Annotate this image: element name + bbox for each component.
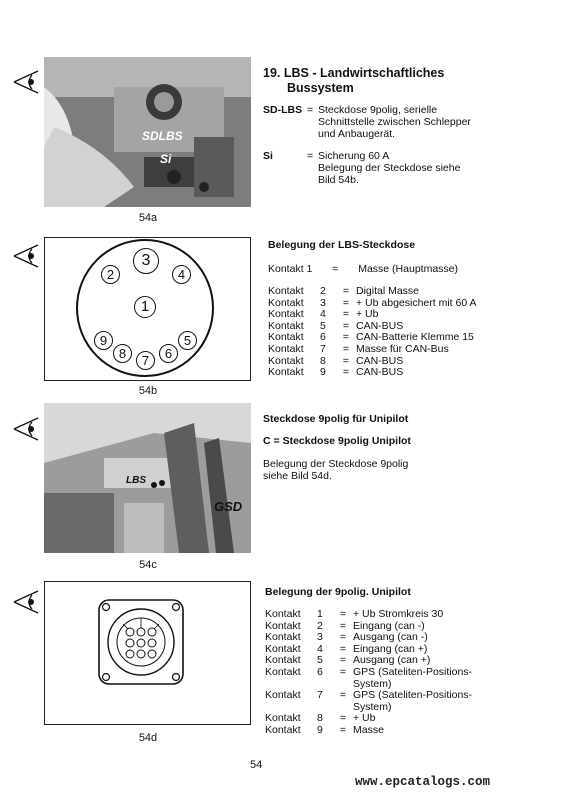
contact-equals: = — [339, 608, 347, 620]
contact-label: Kontakt — [265, 712, 301, 725]
contact-equals: = — [339, 642, 347, 655]
contact-label: Kontakt — [268, 366, 304, 379]
definition-term: Si — [263, 150, 273, 162]
contact-value — [353, 690, 472, 713]
pin-7: 7 — [136, 351, 155, 370]
definition-term: SD-LBS — [263, 104, 303, 116]
table-row — [265, 609, 472, 621]
definition-text — [318, 104, 471, 140]
contact-label: Kontakt — [268, 354, 304, 367]
table-row — [265, 725, 472, 737]
pin-6: 6 — [159, 344, 178, 363]
contact-label: Kontakt — [268, 319, 304, 332]
pin-5: 5 — [178, 331, 197, 350]
contact-equals: = — [339, 654, 347, 667]
contact-number: 7 — [320, 342, 326, 355]
contact-number: 6 — [320, 331, 326, 344]
definition-equals: = — [307, 104, 314, 116]
contact-value: Eingang (can -) — [353, 619, 425, 632]
contact-label: Kontakt — [268, 342, 304, 355]
table-row — [268, 367, 477, 379]
section-title-line1: LBS - Landwirtschaftliches — [283, 66, 445, 80]
contact-number: 6 — [317, 665, 323, 678]
contact-label: Kontakt — [265, 654, 301, 667]
contact-label: Kontakt — [268, 296, 304, 309]
contact-label: Kontakt — [265, 723, 301, 736]
unipilot-table-title: Belegung der 9polig. Unipilot — [265, 586, 411, 598]
contact-number: 4 — [317, 642, 323, 655]
contact-value-line: System) — [353, 700, 392, 713]
figure-54d-diagram — [44, 581, 251, 725]
contact-value — [353, 667, 472, 690]
contact-number: 2 — [320, 285, 326, 297]
figure-caption: 54b — [138, 385, 158, 397]
eye-view-icon — [12, 240, 44, 272]
contact-label: Kontakt — [268, 285, 304, 297]
figure-caption: 54a — [138, 212, 158, 224]
contact-value: Ausgang (can +) — [353, 654, 431, 667]
definition-text: Steckdose 9polig Unipilot — [282, 435, 411, 447]
contact-equals: = — [339, 619, 347, 632]
definition-line: und Anbaugerät. — [318, 128, 396, 140]
eye-view-icon — [12, 586, 44, 618]
lbs-table-title: Belegung der LBS-Steckdose — [268, 239, 416, 251]
label-gsd: GSD — [214, 499, 243, 514]
contact-equals: = — [342, 319, 350, 332]
section-number: 19. — [263, 66, 281, 80]
table-row — [268, 286, 477, 298]
contact-number: 3 — [317, 631, 323, 644]
contact-equals: = — [332, 263, 339, 275]
figure-54a-photo — [44, 57, 251, 207]
definition-term: C — [263, 435, 271, 447]
contact-value: CAN-BUS — [356, 354, 404, 367]
contact-number: 7 — [317, 689, 323, 702]
contact-label: Kontakt — [268, 331, 304, 344]
contact-number: 2 — [317, 619, 323, 632]
figure-54c-photo — [44, 403, 251, 553]
contact-equals: = — [342, 354, 350, 367]
pin-1: 1 — [134, 296, 156, 318]
definition-text — [318, 150, 460, 186]
definition-line: Steckdose 9polig, serielle — [318, 104, 438, 116]
contact-equals: = — [339, 712, 347, 725]
unipilot-contact-table — [265, 609, 472, 737]
contact-label: Kontakt — [265, 642, 301, 655]
unipilot-title: Steckdose 9polig für Unipilot — [263, 413, 409, 425]
contact-equals: = — [342, 308, 350, 321]
contact-value: Masse (Hauptmasse) — [358, 263, 458, 275]
contact-number: 9 — [320, 366, 326, 379]
contact-value: CAN-BUS — [356, 319, 404, 332]
note-line: siehe Bild 54d. — [263, 470, 332, 482]
contact-number: 3 — [320, 296, 326, 309]
contact-label: Kontakt 1 — [268, 263, 313, 275]
contact-number: 1 — [317, 608, 323, 620]
note-line: Belegung der Steckdose 9polig — [263, 458, 409, 470]
contact-equals: = — [339, 665, 347, 678]
intro-definitions — [263, 104, 553, 188]
contact-number: 5 — [317, 654, 323, 667]
figure-caption: 54c — [139, 559, 157, 571]
contact-value-line: GPS (Sateliten-Positions- — [353, 665, 473, 678]
contact-equals: = — [339, 723, 347, 736]
contact-value-line: System) — [353, 677, 392, 690]
contact-value: Eingang (can +) — [353, 642, 428, 655]
cab-interior-photo — [44, 403, 251, 553]
contact-value: CAN-Batterie Klemme 15 — [356, 331, 474, 344]
contact-value: Ausgang (can -) — [353, 631, 428, 644]
section-title-line2: Bussystem — [287, 81, 354, 95]
contact-number: 9 — [317, 723, 323, 736]
contact-value: CAN-BUS — [356, 366, 404, 379]
contact-value: + Ub Stromkreis 30 — [353, 608, 444, 620]
definition-equals: = — [273, 435, 280, 447]
contact-label: Kontakt — [265, 608, 301, 620]
lbs-contact-table — [268, 286, 477, 379]
contact-value: Masse — [353, 723, 384, 736]
figure-54b-diagram — [44, 237, 251, 381]
eye-view-icon — [12, 413, 44, 445]
pin-4: 4 — [172, 265, 191, 284]
contact-value: Masse für CAN-Bus — [356, 342, 449, 355]
section-heading — [263, 66, 444, 96]
definition-sd-lbs — [263, 104, 553, 142]
pin-8: 8 — [113, 344, 132, 363]
contact-equals: = — [342, 342, 350, 355]
definition-line: Sicherung 60 A — [318, 150, 390, 162]
lbs-first-row — [268, 263, 458, 275]
contact-equals: = — [342, 366, 350, 379]
definition-equals: = — [307, 150, 314, 162]
definition-si — [263, 150, 553, 188]
contact-label: Kontakt — [265, 689, 301, 702]
contact-value: + Ub — [356, 308, 379, 321]
contact-label: Kontakt — [265, 631, 301, 644]
contact-value: + Ub — [353, 712, 376, 725]
unipilot-definition — [263, 435, 411, 447]
contact-equals: = — [342, 331, 350, 344]
table-row — [265, 667, 472, 690]
watermark: www.epcatalogs.com — [355, 775, 491, 789]
pin-3: 3 — [133, 248, 159, 274]
label-si: Si — [160, 152, 172, 166]
page-number: 54 — [250, 759, 263, 771]
unipilot-note — [263, 458, 408, 482]
contact-number: 5 — [320, 319, 326, 332]
contact-number: 8 — [317, 712, 323, 725]
contact-equals: = — [339, 689, 347, 702]
definition-line: Belegung der Steckdose siehe — [318, 162, 461, 174]
definition-line: Schnittstelle zwischen Schlepper — [318, 116, 471, 128]
label-lbs: LBS — [126, 475, 146, 486]
contact-equals: = — [342, 285, 350, 297]
pin-9: 9 — [94, 331, 113, 350]
contact-value: + Ub abgesichert mit 60 A — [356, 296, 477, 309]
contact-label: Kontakt — [265, 619, 301, 632]
definition-line: Bild 54b. — [318, 174, 359, 186]
contact-equals: = — [339, 631, 347, 644]
contact-value: Digital Masse — [356, 285, 420, 297]
table-row — [265, 690, 472, 713]
contact-value-line: GPS (Sateliten-Positions- — [353, 689, 473, 702]
pin-2: 2 — [101, 265, 120, 284]
label-sdlbs: SDLBS — [142, 129, 183, 143]
table-row — [268, 344, 477, 356]
eye-view-icon — [12, 66, 44, 98]
contact-number: 8 — [320, 354, 326, 367]
unipilot-socket-drawing — [45, 582, 250, 724]
contact-label: Kontakt — [265, 665, 301, 678]
contact-equals: = — [342, 296, 350, 309]
figure-caption: 54d — [138, 732, 158, 744]
contact-label: Kontakt — [268, 308, 304, 321]
contact-number: 4 — [320, 308, 326, 321]
